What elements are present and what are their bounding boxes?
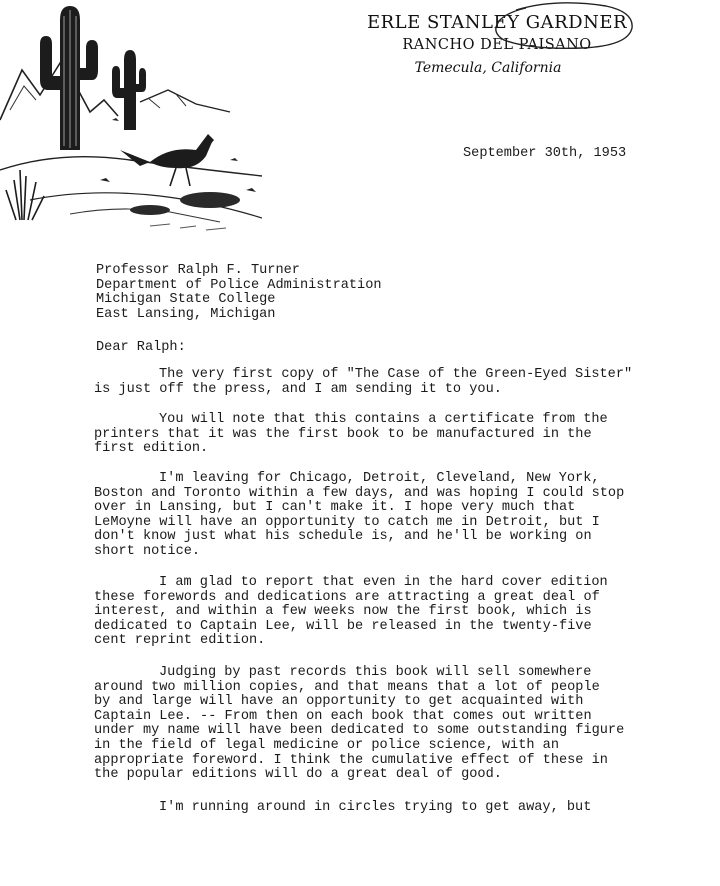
letterhead-ranch: RANCHO DEL PAISANO bbox=[402, 37, 592, 53]
body-paragraph: Judging by past records this book will sell somewhere around two million copies, and that means that a lot of people by and large will have an opportunity to get acquainted with Captain Lee. -- From then on each book that comes out written under my name will have been dedicated to some outstanding figure in the field of legal medicine or police science, with an appropriate foreword. I think the cumulative effect of these in the popular editions will do a great deal of good. bbox=[94, 665, 625, 783]
desert-roadrunner-illustration bbox=[0, 0, 262, 232]
body-paragraph: I am glad to report that even in the hard cover edition these forewords and dedications are attracting a great deal of interest, and within a few weeks now the first book, which is dedicated to Captain Lee, will be released in the twenty-five cent reprint edition. bbox=[94, 575, 608, 649]
body-paragraph: The very first copy of "The Case of the Green-Eyed Sister" is just off the press, and I am sending it to you. bbox=[94, 367, 633, 397]
address-line: East Lansing, Michigan bbox=[96, 306, 276, 322]
address-line: Department of Police Administration bbox=[96, 277, 382, 293]
body-paragraph: I'm leaving for Chicago, Detroit, Cleveland, New York, Boston and Toronto within a few days, and was hoping I could stop over in Lansing, but I can't make it. I hope very much that LeMoyne will have an opportunity to catch me in Detroit, but I don't know just what his schedule is, and he'll be working on short notice. bbox=[94, 471, 625, 559]
letterhead-name: ERLE STANLEY GARDNER bbox=[366, 12, 628, 33]
salutation: Dear Ralph: bbox=[96, 340, 186, 355]
address-line: Professor Ralph F. Turner bbox=[96, 263, 300, 278]
letter-date: September 30th, 1953 bbox=[463, 146, 627, 161]
letterhead-location: Temecula, California bbox=[414, 60, 562, 76]
hand-drawn-circle-mark bbox=[486, 0, 636, 52]
address-line: Michigan State College bbox=[96, 292, 276, 308]
recipient-address bbox=[96, 264, 382, 322]
body-paragraph: I'm running around in circles trying to get away, but bbox=[159, 800, 592, 815]
body-paragraph: You will note that this contains a certificate from the printers that it was the first book to be manufactured in the first edition. bbox=[94, 412, 608, 457]
